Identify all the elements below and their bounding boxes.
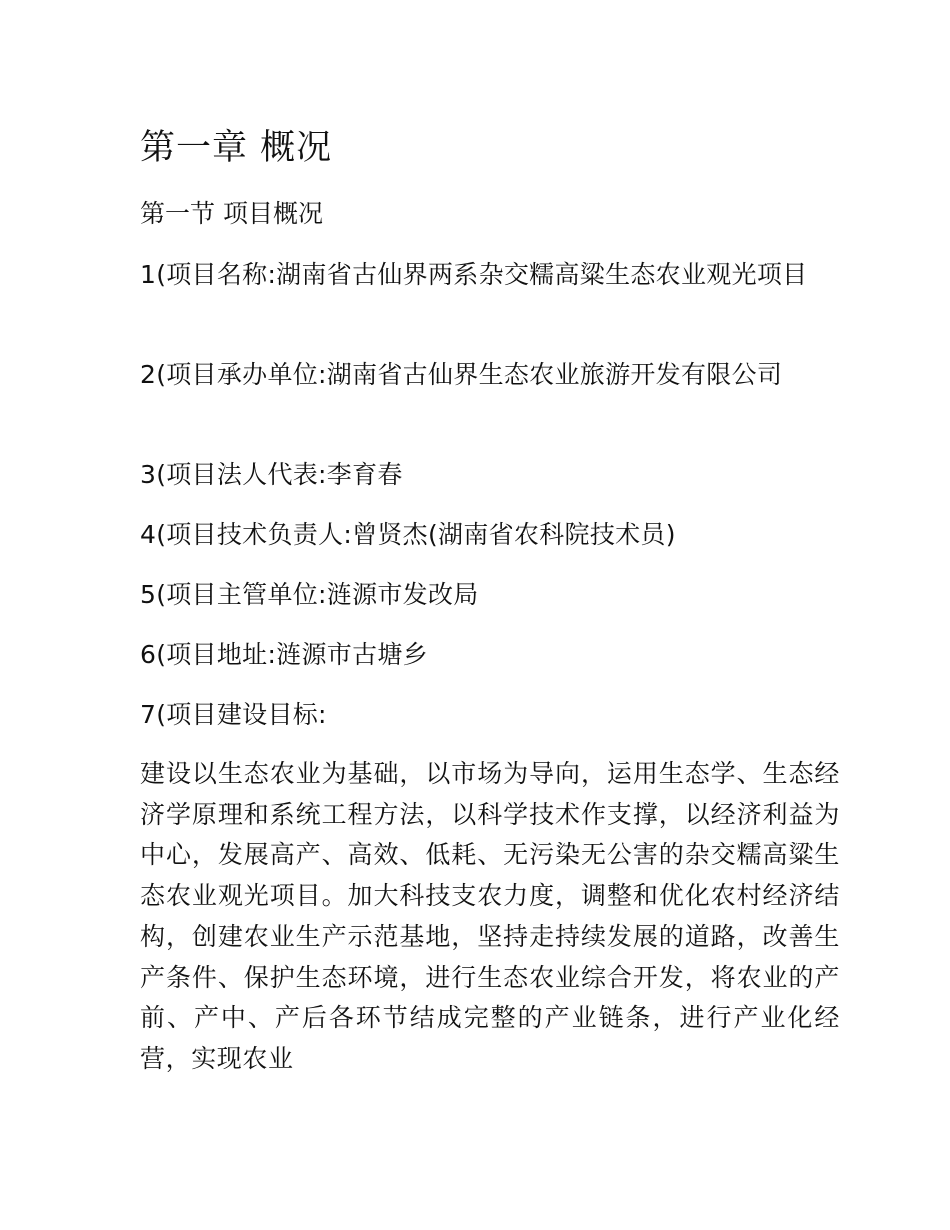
list-item-undertaking-unit: 2(项目承办单位:湖南省古仙界生态农业旅游开发有限公司 bbox=[140, 360, 783, 389]
chapter-title: 第一章 概况 bbox=[140, 128, 333, 168]
list-item-project-address: 6(项目地址:涟源市古塘乡 bbox=[140, 640, 428, 669]
list-item-project-name: 1(项目名称:湖南省古仙界两系杂交糯高粱生态农业观光项目 bbox=[140, 260, 808, 289]
list-item-construction-goal: 7(项目建设目标: bbox=[140, 700, 327, 729]
list-item-legal-representative: 3(项目法人代表:李育春 bbox=[140, 460, 403, 489]
body-paragraph: 建设以生态农业为基础，以市场为导向，运用生态学、生态经济学原理和系统工程方法，以科学技术作支撑，以经济利益为中心，发展高产、高效、低耗、无污染无公害的杂交糯高粱生态农业观光项目。加大科技支农力度，调整和优化农村经济结构，创建农业生产示范基地，坚持走持续发展的道路，改善生产条件、保护生态环境，进行生态农业综合开发，将农业的产前、产中、产后各环节结成完整的产业链条，进行产业化经营，实现农业 bbox=[140, 759, 840, 1073]
list-item-technical-lead: 4(项目技术负责人:曾贤杰(湖南省农科院技术员) bbox=[140, 520, 676, 549]
section-title: 第一节 项目概况 bbox=[140, 199, 323, 228]
list-item-supervising-unit: 5(项目主管单位:涟源市发改局 bbox=[140, 580, 479, 609]
